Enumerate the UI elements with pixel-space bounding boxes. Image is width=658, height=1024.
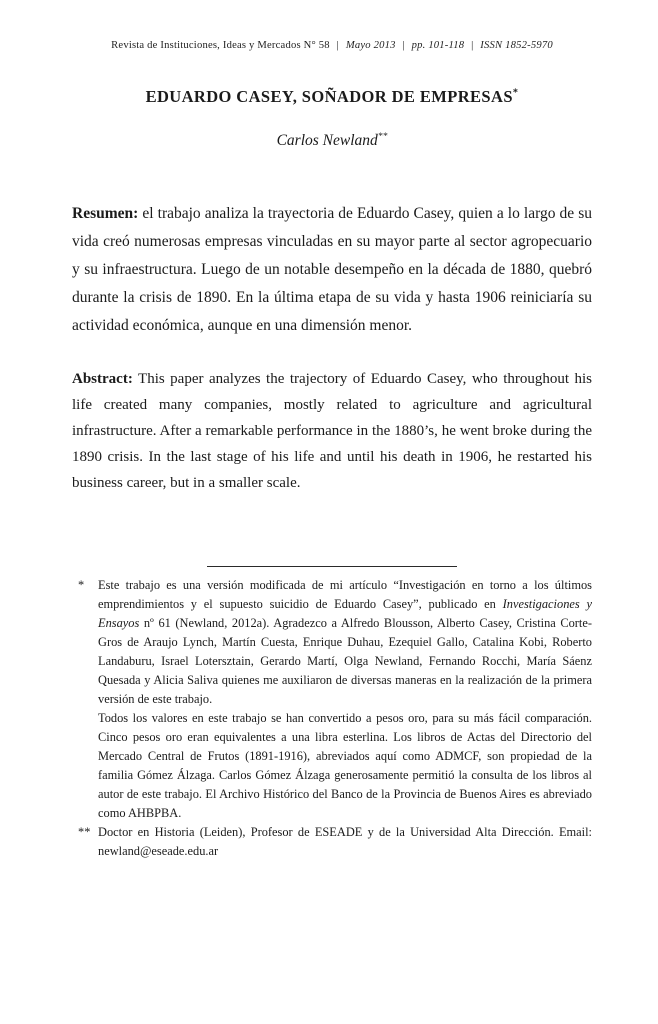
abstract-paragraph: [72, 366, 592, 496]
header-separator: |: [336, 40, 339, 51]
journal-name: Revista de Instituciones, Ideas y Mercados N° 58: [111, 40, 330, 51]
title-footnote-marker: *: [512, 87, 519, 99]
resumen-label: Resumen:: [72, 205, 139, 222]
footnote-1-text-b: nº 61 (Newland, 2012a). Agradezco a Alfredo Blousson, Alberto Casey, Cristina Corte-Gros de Araujo Lynch, Martín Cuesta, Enrique Duhau, Ezequiel Gallo, Catalina Kobi, Roberto Landaburu, Israel Lotersztain, Gerardo Martí, Olga Newland, Fernando Rocchi, María Sáenz Quesada y Alicia Saliva quienes me auxiliaron de diversas maneras en la realización de la primera versión de este trabajo.: [98, 616, 592, 706]
footnote-1-paragraph-2: Todos los valores en este trabajo se han convertido a pesos oro, para su más fácil comparación. Cinco pesos oro eran equivalentes a una libra esterlina. Los libros de Actas del Directorio del Mercado Central de Frutos (1891-1916), abreviados aquí como ADMCF, son propiedad de la familia Gómez Álzaga. Carlos Gómez Álzaga generosamente permitió la consulta de los libros al autor de este trabajo. El Archivo Histórico del Banco de la Provincia de Buenos Aires es abreviado como AHBPBA.: [98, 711, 592, 820]
footnote-1-marker: *: [78, 578, 85, 592]
footnote-2: [72, 823, 592, 861]
resumen-paragraph: [72, 200, 592, 340]
issn: ISSN 1852-5970: [480, 40, 553, 51]
footnote-1-text-a: Este trabajo es una versión modificada de mi artículo “Investigación en torno a los últimos emprendimientos y el supuesto suicidio de Eduardo Casey”, publicado en: [98, 578, 592, 611]
abstract-label: Abstract:: [72, 371, 133, 387]
page-range: pp. 101-118: [411, 40, 465, 51]
footnote-2-marker: **: [78, 825, 91, 839]
footnote-rule: [207, 566, 457, 567]
footnote-1-paragraph-1: [98, 576, 592, 709]
paper-title: [72, 87, 592, 107]
footnote-1-journal-title: Investigaciones y Ensayos: [98, 597, 592, 630]
paper-title-text: EDUARDO CASEY, SOÑADOR DE EMPRESAS: [145, 87, 513, 106]
header-separator: |: [402, 40, 405, 51]
journal-header: [72, 0, 592, 51]
footnote-2-body: [98, 823, 592, 861]
footnote-1: [72, 576, 592, 823]
resumen-text: el trabajo analiza la trayectoria de Eduardo Casey, quien a lo largo de su vida creó numerosas empresas vinculadas en su mayor parte al sector agropecuario y su infraestructura. Luego de un notable desempeño en la década de 1880, quebró durante la crisis de 1890. En la última etapa de su vida y hasta 1906 reiniciaría su actividad económica, aunque en una dimensión menor.: [72, 205, 593, 334]
footnote-2-text: Doctor en Historia (Leiden), Profesor de ESEADE y de la Universidad Alta Dirección. Email: newland@eseade.edu.ar: [98, 825, 592, 858]
footnote-1-body: [98, 576, 592, 823]
header-separator: |: [471, 40, 474, 51]
author-footnote-marker: **: [377, 130, 388, 142]
author-line: [72, 132, 592, 150]
footnotes-section: [72, 576, 592, 861]
issue-date: Mayo 2013: [345, 40, 396, 51]
author-name: Carlos Newland: [276, 132, 378, 149]
abstract-text: This paper analyzes the trajectory of Eduardo Casey, who throughout his life created many companies, mostly related to agriculture and agricultural infrastructure. After a remarkable performance in the 1880’s, he went broke during the 1890 crisis. In the last stage of his life and until his death in 1906, he restarted his business career, but in a smaller scale.: [72, 371, 592, 491]
